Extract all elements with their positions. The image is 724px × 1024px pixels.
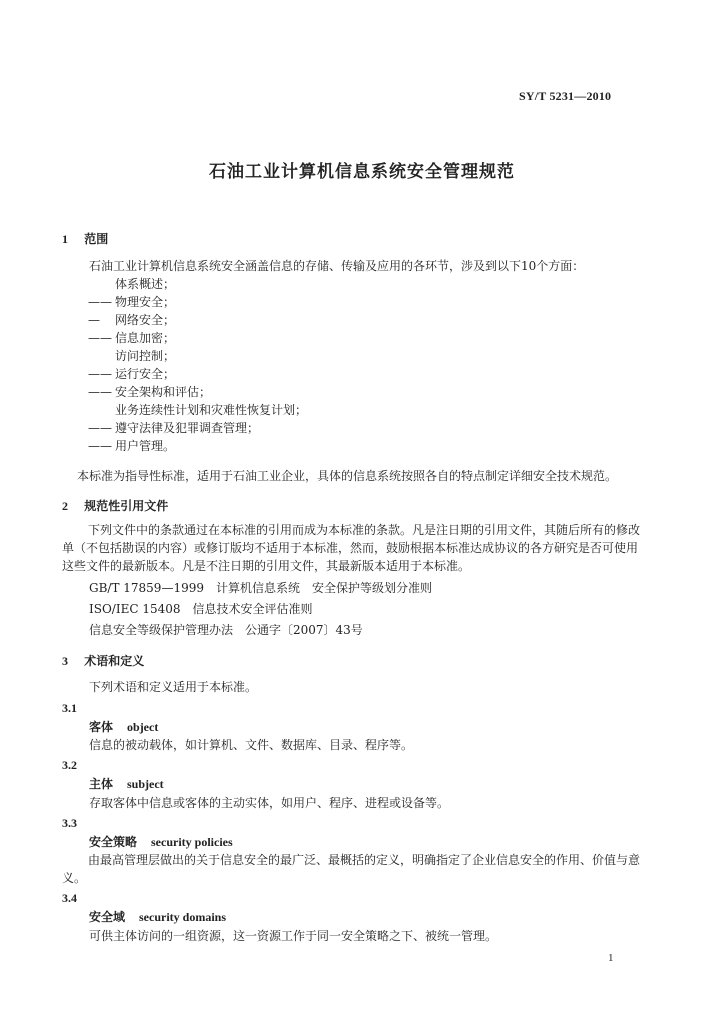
section-3-heading [62, 652, 144, 669]
list-item: — 网络安全； [88, 313, 176, 327]
term-zh: 客体 [89, 720, 114, 734]
normative-references-paragraph: 下列文件中的条款通过在本标准的引用而成为本标准的条款。凡是注日期的引用文件，其随后所有的修改单（不包括勘误的内容）或修订版均不适用于本标准，然而，鼓励根据本标准达成协议的各方研究是否可使用这些文件的最新版本。凡是不注日期的引用文件，其最新版本适用于本标准。 [62, 523, 641, 573]
term-number: 3.3 [62, 816, 77, 830]
scope-intro: 石油工业计算机信息系统安全涵盖信息的存储、传输及应用的各环节，涉及到以下10个方面： [89, 259, 585, 273]
term-en: security domains [139, 910, 227, 924]
term-number: 3.1 [62, 701, 77, 715]
term-en: subject [127, 777, 164, 791]
section-number: 2 [62, 499, 68, 513]
section-title: 术语和定义 [84, 654, 145, 668]
section-title: 范围 [84, 232, 109, 246]
list-item: 体系概述； [115, 277, 176, 291]
term-heading [89, 833, 233, 850]
term-en: security policies [151, 835, 233, 849]
list-item: —— 物理安全； [88, 295, 176, 309]
list-item: —— 用户管理。 [88, 439, 176, 453]
list-item: 访问控制； [115, 349, 176, 363]
reference-item: 信息安全等级保护管理办法 公通字〔2007〕43号 [89, 623, 363, 637]
term-definition: 可供主体访问的一组资源，这一资源工作于同一安全策略之下、被统一管理。 [89, 929, 498, 943]
list-item: —— 信息加密； [88, 331, 176, 345]
section-2-heading [62, 497, 168, 514]
term-zh: 主体 [89, 777, 114, 791]
term-definition: 存取客体中信息或客体的主动实体，如用户、程序、进程或设备等。 [89, 796, 450, 810]
term-heading [89, 775, 164, 792]
term-en: object [127, 720, 159, 734]
scope-list [88, 275, 307, 455]
reference-item: GB/T 17859—1999 计算机信息系统 安全保护等级划分准则 [89, 581, 432, 595]
term-zh: 安全域 [89, 910, 126, 924]
section-1-heading [62, 230, 108, 247]
section-number: 1 [62, 232, 68, 246]
term-definition: 信息的被动载体，如计算机、文件、数据库、目录、程序等。 [89, 738, 414, 752]
term-number: 3.2 [62, 758, 77, 772]
term-heading [89, 908, 226, 925]
section-title: 规范性引用文件 [84, 499, 169, 513]
list-item: 业务连续性计划和灾难性恢复计划； [115, 403, 308, 417]
document-title: 石油工业计算机信息系统安全管理规范 [209, 162, 515, 182]
list-item: —— 遵守法律及犯罪调查管理； [88, 421, 260, 435]
list-item: —— 安全架构和评估； [88, 385, 212, 399]
terms-intro: 下列术语和定义适用于本标准。 [89, 680, 258, 694]
section-number: 3 [62, 654, 68, 668]
reference-item: ISO/IEC 15408 信息技术安全评估准则 [89, 602, 313, 616]
standard-number: SY/T 5231—2010 [519, 89, 612, 103]
term-definition: 由最高管理层做出的关于信息安全的最广泛、最概括的定义，明确指定了企业信息安全的作用、价值与意义。 [62, 853, 641, 885]
term-number: 3.4 [62, 891, 77, 905]
term-zh: 安全策略 [89, 835, 138, 849]
term-heading [89, 718, 158, 735]
reference-list [89, 578, 432, 641]
list-item: —— 运行安全； [88, 367, 176, 381]
scope-closing: 本标准为指导性标准，适用于石油工业企业，具体的信息系统按照各自的特点制定详细安全技术规范。 [77, 469, 618, 483]
page-number: 1 [608, 952, 614, 964]
